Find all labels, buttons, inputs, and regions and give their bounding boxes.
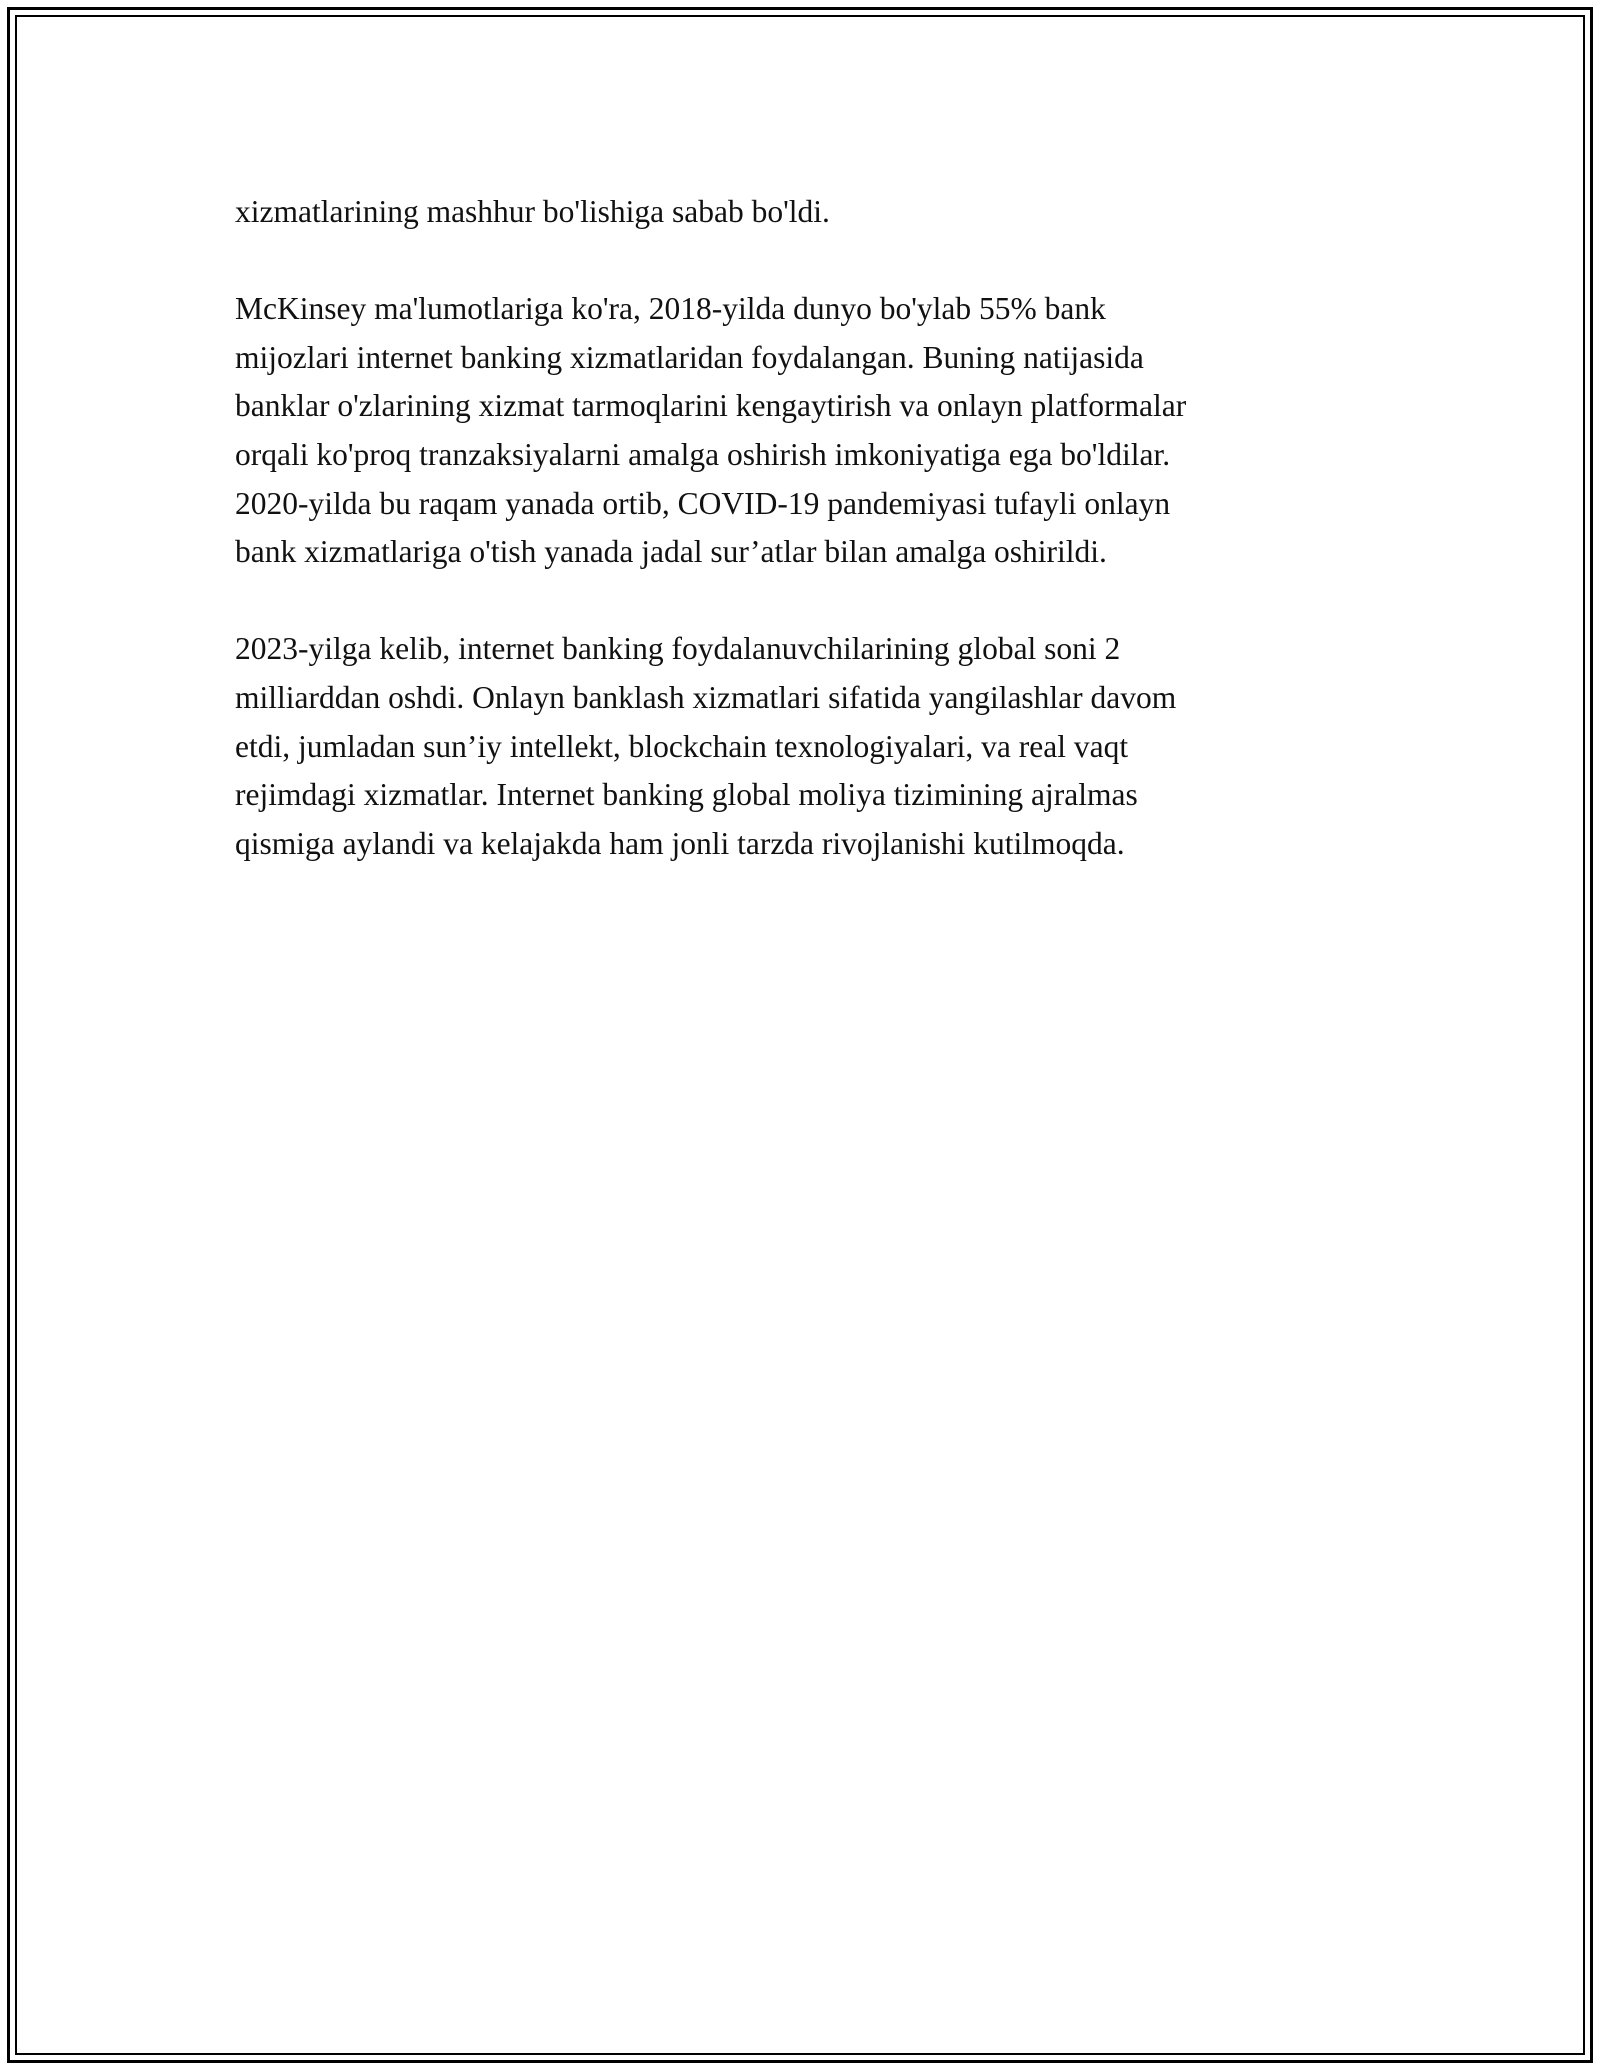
paragraph-mckinsey-statistics: McKinsey ma'lumotlariga ko'ra, 2018-yilda dunyo bo'ylab 55% bank mijozlari internet banking xizmatlaridan foydalangan. Buning natijasida banklar o'zlarining xizmat tarmoqlarini kengaytirish va onlayn platformalar orqali ko'proq tranzaksiyalarni amalga oshirish imkoniyatiga ega bo'ldilar. 2020-yilda bu raqam yanada ortib, COVID-19 pandemiyasi tufayli onlayn bank xizmatlariga o'tish yanada jadal sur’atlar bilan amalga oshirildi. (235, 291, 1187, 570)
paragraph-continuation: xizmatlarining mashhur bo'lishiga sabab bo'ldi. (235, 194, 830, 229)
document-body (235, 188, 1365, 917)
paragraph-2023-outlook: 2023-yilga kelib, internet banking foydalanuvchilarining global soni 2 milliarddan oshdi. Onlayn banklash xizmatlari sifatida yangilashlar davom etdi, jumladan sun’iy intellekt, blockchain texnologiyalari, va real vaqt rejimdagi xizmatlar. Internet banking global moliya tizimining ajralmas qismiga aylandi va kelajakda ham jonli tarzda rivojlanishi kutilmoqda. (235, 631, 1177, 861)
